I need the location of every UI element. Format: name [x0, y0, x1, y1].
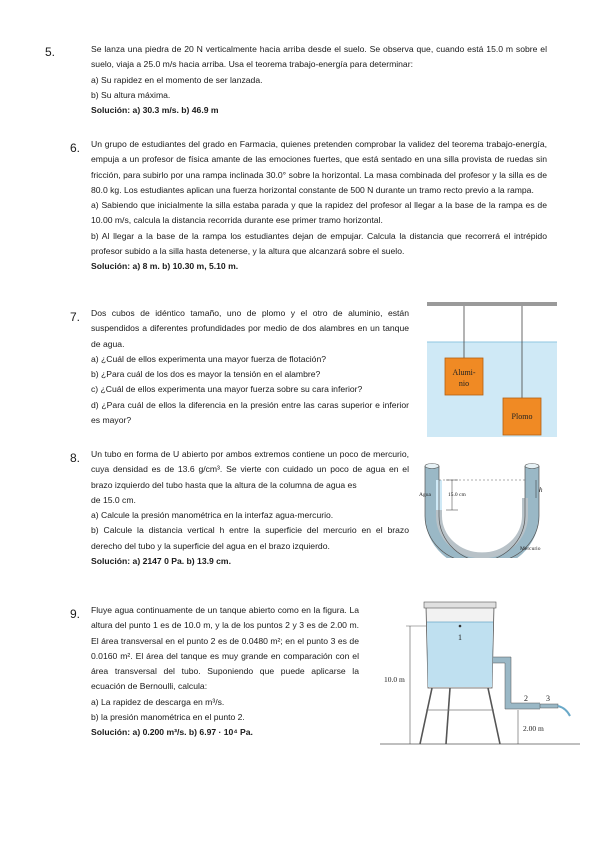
tank-water — [427, 622, 493, 687]
problem-8-part-b: b) Calcule la distancia vertical h entre la superficie del mercurio en el brazo derecho del tubo y la superficie del agua en el brazo izquierdo. — [91, 525, 409, 551]
lead-label: Plomo — [511, 412, 533, 421]
problem-7-statement: Dos cubos de idéntico tamaño, uno de plomo y el otro de aluminio, están suspendidos a diferentes profundidades por medio de dos alambres en un tanque de agua. — [91, 308, 409, 349]
problem-6-number: 6. — [70, 141, 81, 155]
h-label: h — [539, 486, 543, 494]
water-jet — [558, 706, 570, 716]
problem-5-number: 5. — [45, 45, 56, 59]
problem-9-statement: Fluye agua continuamente de un tanque abierto como en la figura. La altura del punto 1 es de 10.0 m, y la de los puntos 2 y 3 es de 2.00 m. El área transversal en el punto 2 es de 0.0480 m²; en el punto 3 es de 0.0160 m². El área del tanque es muy grande en comparación con el área transversal del tubo. Suponiendo que puede aplicarse la ecuación de Bernoulli, calcula: — [91, 605, 359, 692]
problem-5-part-a: a) Su rapidez en el momento de ser lanzada. — [91, 74, 263, 85]
problem-6-solution: Solución: a) 8 m. b) 10.30 m, 5.10 m. — [91, 261, 239, 272]
ceiling-bar — [427, 302, 557, 306]
problem-8-solution: Solución: a) 2147 0 Pa. b) 13.9 cm. — [91, 556, 231, 567]
problem-6-statement: Un grupo de estudiantes del grado en Farmacia, quienes pretenden comprobar la validez del teorema trabajo-energía, empuja a un profesor de física amante de las emociones fuertes, que está sentado en una silla provista de ruedas sin fricción, para subirlo por una rampa inclinada 30.0° sobre la horizontal. La masa combinada del profesor y la silla es de 80.0 kg. Los estudiantes aplican una fuerza horizontal constante de 500 N durante un tramo recto previo a la rampa. — [91, 139, 547, 195]
problem-5-statement: Se lanza una piedra de 20 N verticalmente hacia arriba desde el suelo. Se observa que, cuando está 15.0 m sobre el suelo, viaja a 25.0 m/s hacia arriba. Usa el teorema trabajo-energía para determinar: — [91, 44, 547, 70]
problem-8-text — [91, 447, 409, 569]
problem-7-part-c: c) ¿Cuál de ellos experimenta una mayor fuerza sobre su cara inferior? — [91, 384, 363, 395]
problem-7-part-a: a) ¿Cuál de ellos experimenta una mayor fuerza de flotación? — [91, 353, 327, 364]
outlet-pipe — [493, 660, 540, 706]
problem-8-part-a: a) Calcule la presión manométrica en la interfaz agua-mercurio. — [91, 510, 334, 521]
problem-5-part-b: b) Su altura máxima. — [91, 89, 171, 100]
point-1-label: 1 — [458, 633, 462, 642]
water-height-label: 15.0 cm — [448, 492, 466, 498]
problem-8-number: 8. — [70, 451, 81, 465]
problem-8-statement: Un tubo en forma de U abierto por ambos extremos contiene un poco de mercurio, cuya densidad es de 13.6 g/cm³. Se vierte con cuidado un poco de agua en el brazo izquierdo del tubo hasta que la altura de la columna de agua es — [91, 449, 409, 490]
problem-9-text — [91, 603, 359, 741]
tank-height-label: 10.0 m — [384, 675, 405, 684]
point-2-label: 2 — [524, 694, 528, 703]
problem-7-part-b: b) ¿Para cuál de los dos es mayor la tensión en el alambre? — [91, 369, 321, 380]
problem-9-part-a: a) La rapidez de descarga en m³/s. — [91, 696, 225, 707]
tank-leg-right — [488, 688, 500, 744]
tank-leg-mid — [446, 688, 450, 744]
problem-5-solution: Solución: a) 30.3 m/s. b) 46.9 m — [91, 105, 219, 116]
problem-9-solution: Solución: a) 0.200 m³/s. b) 6.97 · 10⁴ Pa. — [91, 727, 253, 738]
problem-8-statement-end: de 15.0 cm. — [91, 494, 136, 505]
tank-cubes-figure — [427, 302, 557, 437]
aluminum-label: Alumi- — [452, 368, 476, 377]
water-tower-figure — [380, 598, 580, 753]
problem-6-text — [91, 137, 547, 275]
problem-5-text — [91, 42, 547, 118]
tank-rim — [424, 602, 496, 608]
narrow-pipe — [540, 704, 558, 708]
point-3-label: 3 — [546, 694, 550, 703]
tank-leg-left — [420, 688, 432, 744]
problem-6-part-b: b) Al llegar a la base de la rampa los estudiantes dejan de empujar. Calcula la distancia que recorrerá el intrépido profesor subido a la silla hasta detenerse, y la altura que alcanzará sobre el suelo. — [91, 230, 547, 257]
problem-9-part-b: b) la presión manométrica en el punto 2. — [91, 712, 245, 723]
problem-7-part-d: d) ¿Para cuál de ellos la diferencia en la presión entre las caras superior e inferior es mayor? — [91, 399, 409, 426]
problem-7-number: 7. — [70, 310, 81, 324]
mercury-label: Mercurio — [520, 546, 541, 552]
water-label: Agua — [419, 492, 431, 498]
problem-7-text — [91, 306, 409, 428]
problem-9-number: 9. — [70, 607, 81, 621]
aluminum-label-2: nio — [458, 379, 470, 388]
problem-6-part-a: a) Sabiendo que inicialmente la silla estaba parada y que la rapidez del profesor al llegar a la base de la rampa es de 10.00 m/s, calcula la distancia recorrida durante ese primer tramo horizontal. — [91, 200, 547, 226]
pipe-height-label: 2.00 m — [523, 724, 544, 733]
u-tube-figure — [418, 458, 558, 558]
